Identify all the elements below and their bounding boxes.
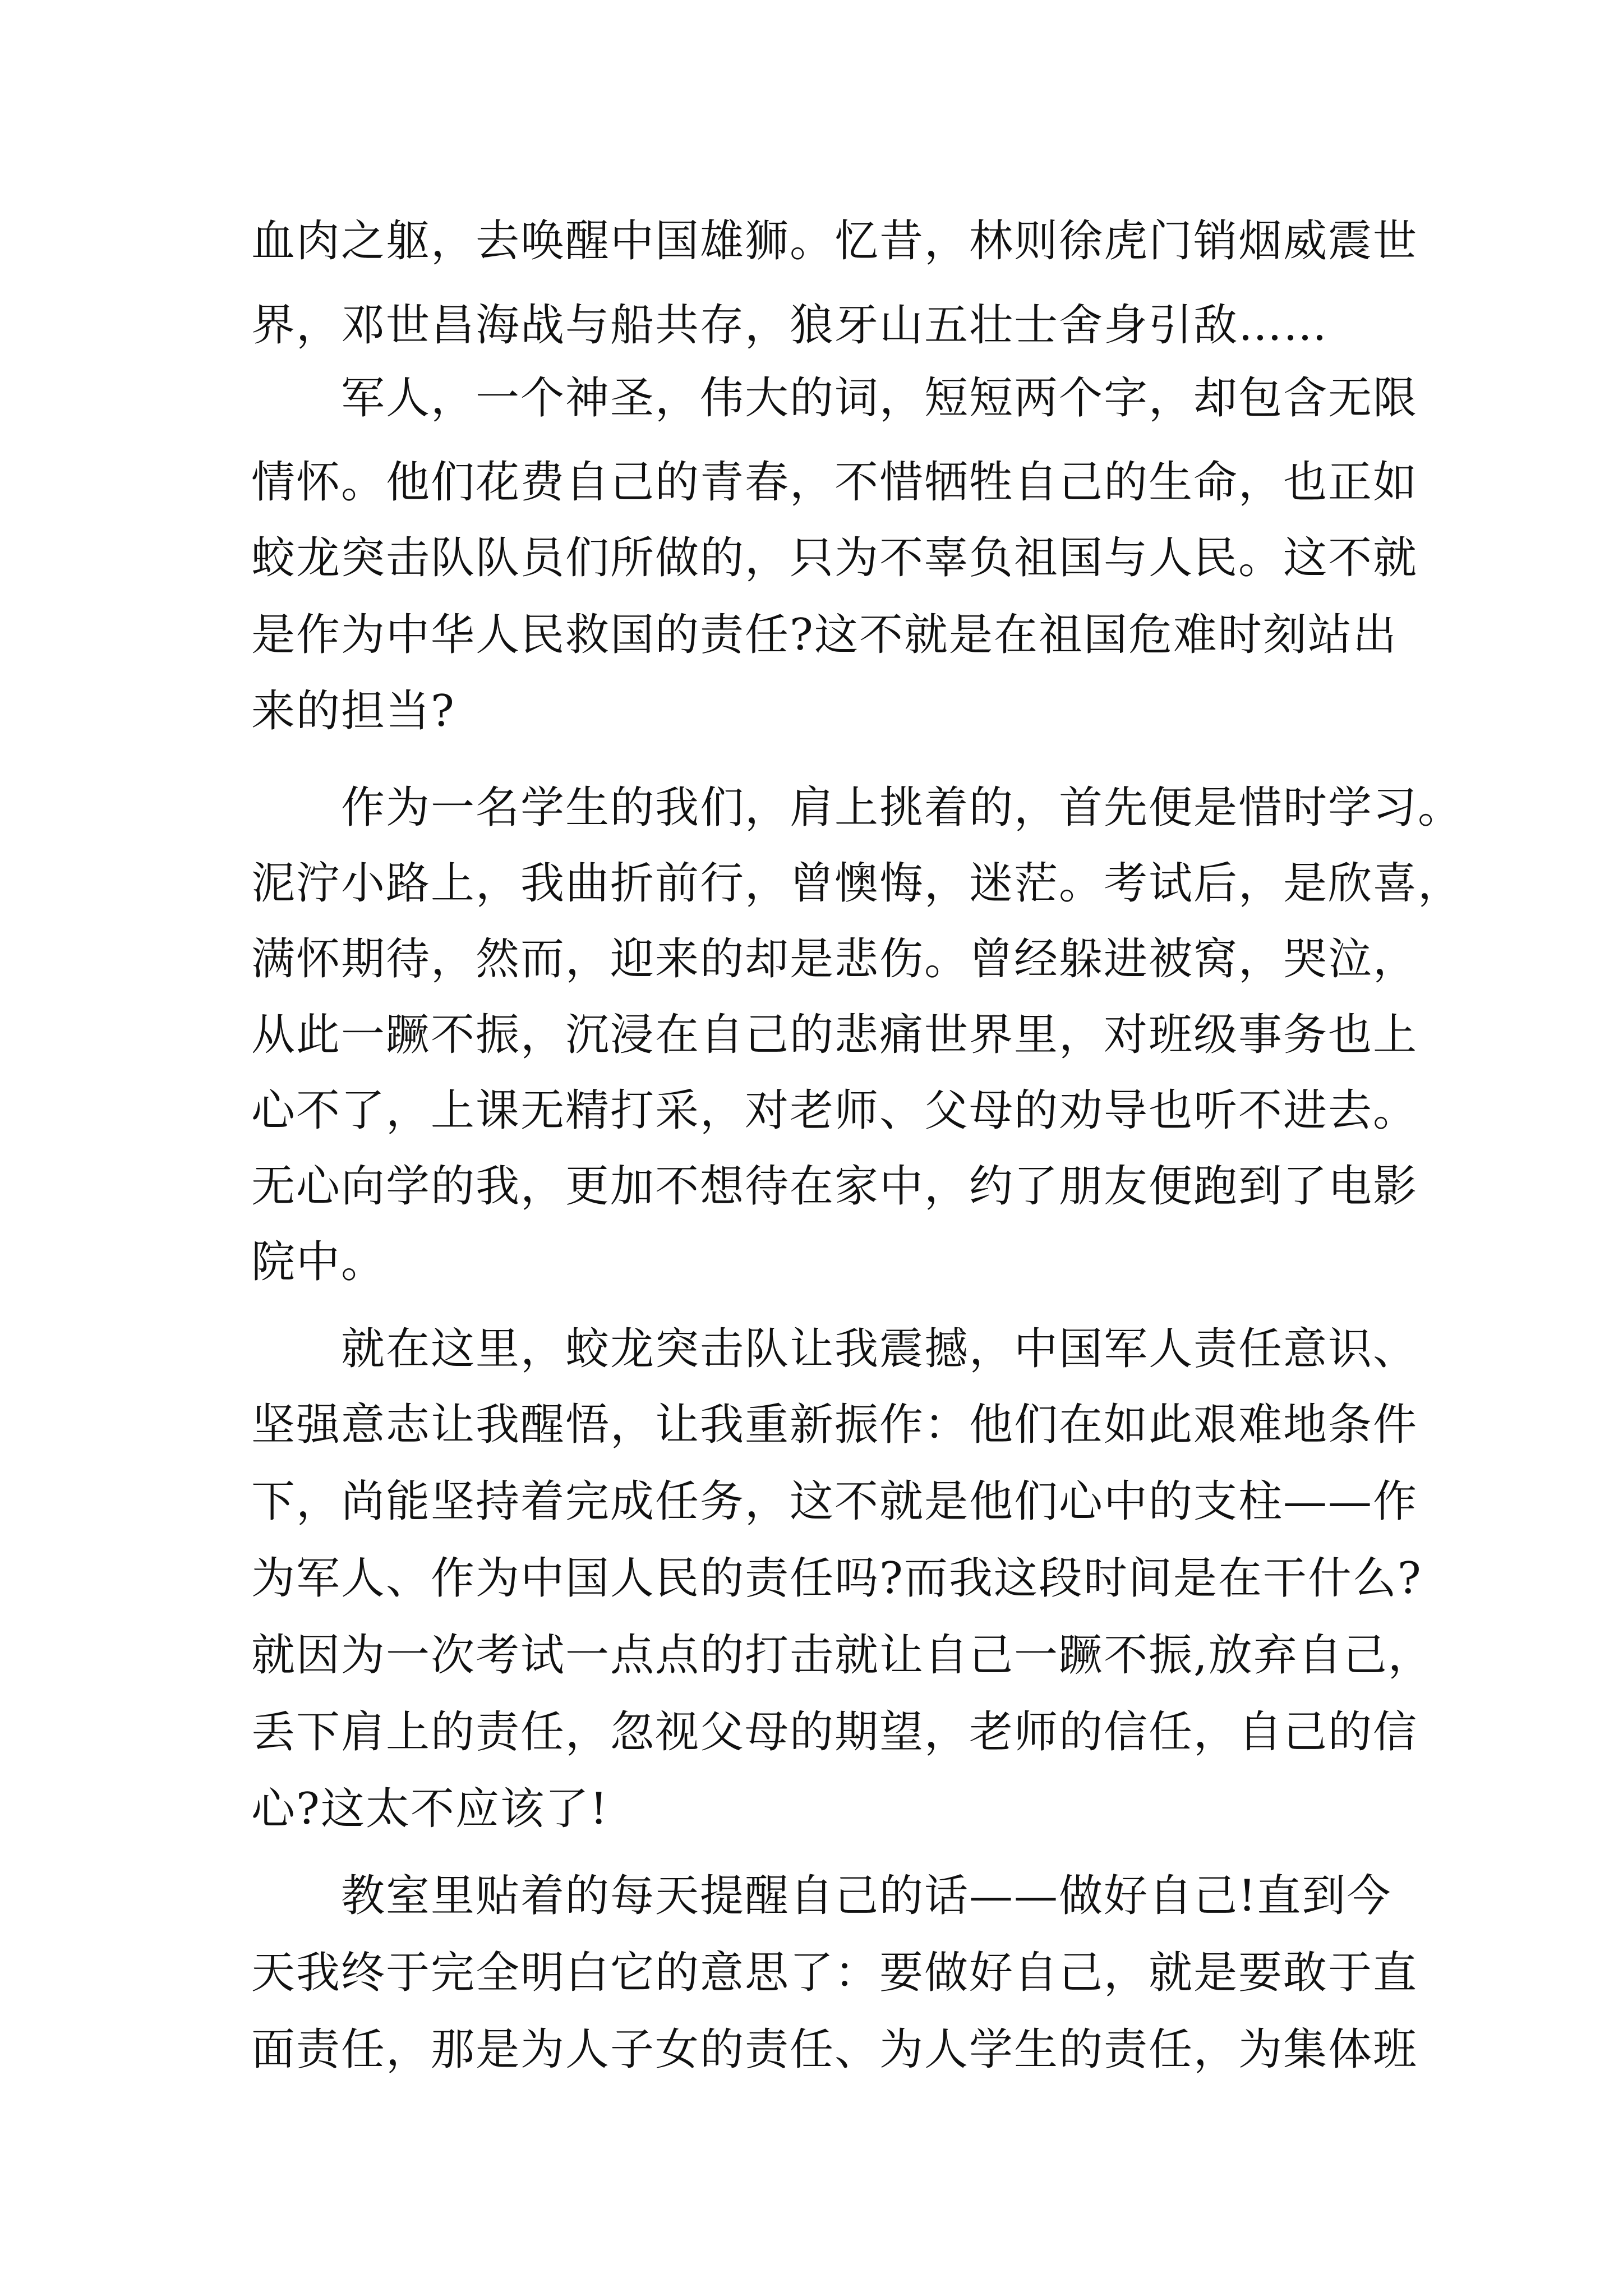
text-line: 满怀期待，然而，迎来的却是悲伤。曾经躲进被窝，哭泣，: [251, 934, 1418, 984]
text-line: 就因为一次考试一点点的打击就让自己一蹶不振,放弃自己，: [251, 1630, 1433, 1681]
text-line: 情怀。他们花费自己的青春，不惜牺牲自己的生命，也正如: [251, 457, 1418, 508]
text-line: 丢下肩上的责任，忽视父母的期望，老师的信任，自己的信: [251, 1707, 1418, 1757]
text-line: 为军人、作为中国人民的责任吗?而我这段时间是在干什么?: [251, 1553, 1422, 1604]
paragraph-start-line: 作为一名学生的我们，肩上挑着的，首先便是惜时学习。: [341, 783, 1463, 833]
document-page: [251, 0, 1463, 2296]
text-line: 蛟龙突击队队员们所做的，只为不辜负祖国与人民。这不就: [251, 533, 1418, 583]
text-line: 下，尚能坚持着完成任务，这不就是他们心中的支柱——作: [251, 1476, 1418, 1527]
text-line: 面责任，那是为人子女的责任、为人学生的责任，为集体班: [251, 2024, 1418, 2075]
paragraph-start-line: 教室里贴着的每天提醒自己的话——做好自己!直到今: [341, 1871, 1392, 1921]
text-line: 心?这太不应该了!: [251, 1784, 609, 1834]
text-line: 来的担当?: [251, 686, 455, 737]
text-line: 是作为中华人民救国的责任?这不就是在祖国危难时刻站出: [251, 610, 1398, 660]
text-line: 从此一蹶不振，沉浸在自己的悲痛世界里，对班级事务也上: [251, 1010, 1418, 1060]
text-line: 坚强意志让我醒悟，让我重新振作：他们在如此艰难地条件: [251, 1400, 1418, 1450]
text-line: 天我终于完全明白它的意思了：要做好自己，就是要敢于直: [251, 1948, 1418, 1998]
text-line: 心不了，上课无精打采，对老师、父母的劝导也听不进去。: [251, 1085, 1418, 1136]
text-line: 无心向学的我，更加不想待在家中，约了朋友便跑到了电影: [251, 1161, 1418, 1212]
text-line: 界，邓世昌海战与船共存，狼牙山五壮士舍身引敌……: [251, 300, 1329, 351]
paragraph-start-line: 就在这里，蛟龙突击队让我震撼，中国军人责任意识、: [341, 1324, 1418, 1374]
text-line: 院中。: [251, 1237, 386, 1287]
paragraph-start-line: 军人，一个神圣，伟大的词，短短两个字，却包含无限: [341, 373, 1418, 424]
text-line: 泥泞小路上，我曲折前行，曾懊悔，迷茫。考试后，是欣喜，: [251, 858, 1463, 909]
text-line: 血肉之躯，去唤醒中国雄狮。忆昔，林则徐虎门销烟威震世: [251, 216, 1418, 266]
